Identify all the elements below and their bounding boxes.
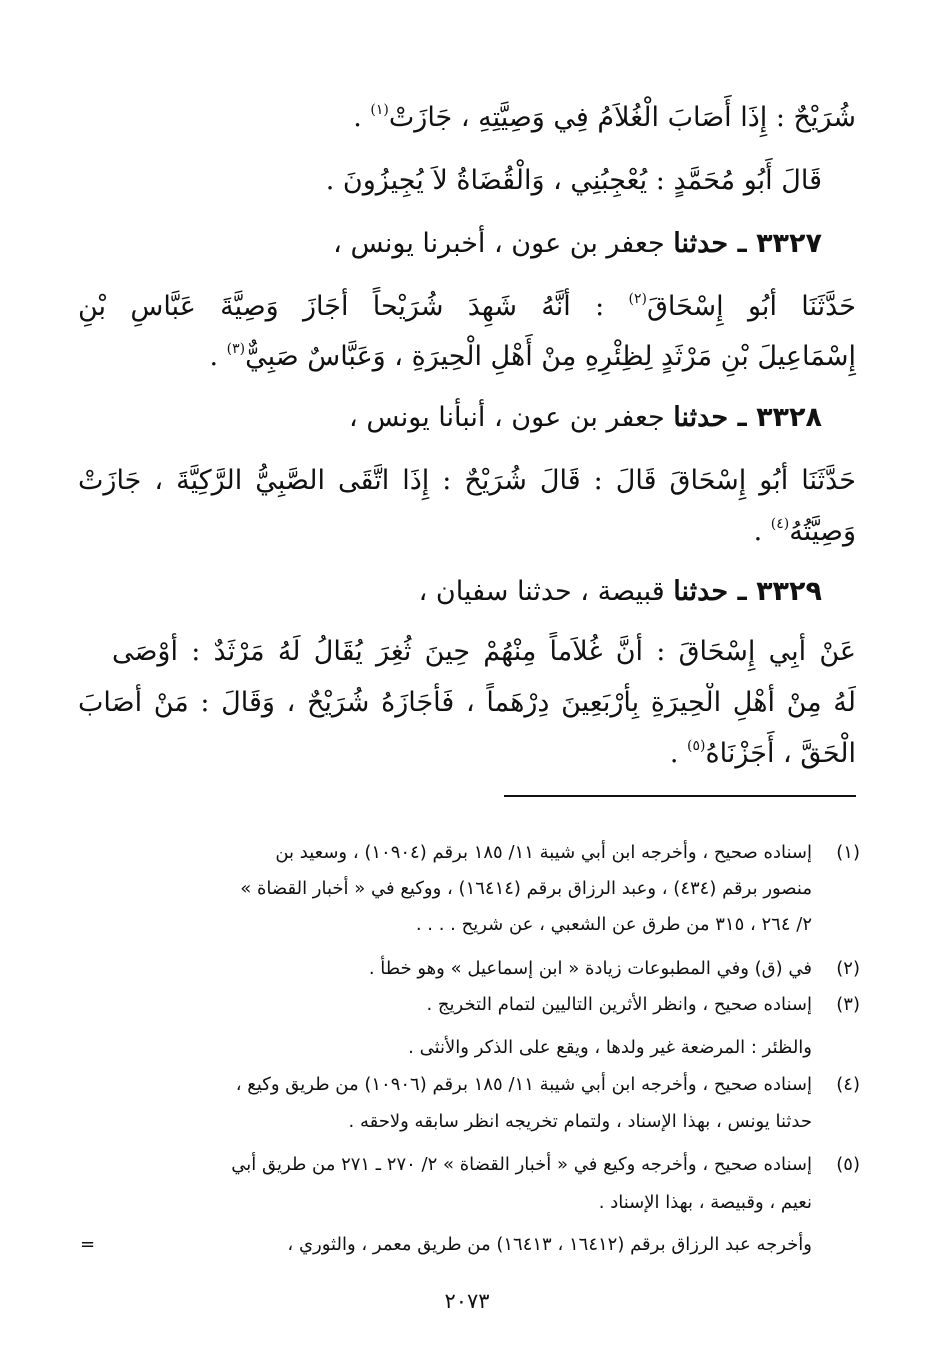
- text-line: [353, 98, 856, 138]
- text-segment: لَهُ مِنْ أَهْلِ الْحِيرَةِ بِأَرْبَعِينَ دِرْهَماً ، فَأَجَازَهُ شُرَيْحٌ ، وَقَالَ : مَنْ أَصَابَ: [78, 687, 856, 718]
- text-segment: شُرَيْحٌ : إِذَا أَصَابَ الْغُلاَمُ فِي وَصِيَّتِهِ ، جَازَتْ: [388, 102, 856, 133]
- text-segment: .: [353, 102, 371, 133]
- continuation-mark: =: [80, 1234, 96, 1255]
- footnote-line: حدثنا يونس ، بهذا الإسناد ، ولتمام تخريجه انظر سابقه ولاحقه .: [348, 1111, 812, 1132]
- footnote-number: (٢): [836, 958, 860, 979]
- footnote-line: ٢/ ٢٦٤ ، ٣١٥ من طرق عن الشعبي ، عن شريح . . . .: [415, 914, 812, 935]
- footnote-number: (١): [836, 842, 860, 863]
- text-segment: حَدَّثَنَا أَبُو إِسْحَاقَ قَالَ : قَالَ شُرَيْحٌ : إِذَا اتَّقَى الصَّبِيُّ الرَّكِيَّةَ ، جَازَتْ: [78, 465, 856, 496]
- text-segment: .: [669, 738, 687, 769]
- hadith-header-3329: [419, 572, 822, 612]
- footnote-ref: (٤): [770, 516, 790, 532]
- text-line: [326, 161, 822, 201]
- hadith-isnad: جعفر بن عون ، أنبأنا يونس ،: [349, 402, 674, 433]
- footnote-ref: (٣): [226, 341, 246, 357]
- text-line: [78, 287, 856, 327]
- text-line: [209, 337, 856, 377]
- hadith-header-3327: [333, 224, 822, 264]
- text-segment: .: [209, 341, 227, 372]
- footnote-line: منصور برقم (٤٣٤) ، وعبد الرزاق برقم (١٦٤١٤) ، ووكيع في « أخبار القضاة »: [240, 878, 812, 899]
- hadith-lead: حدثنا: [673, 402, 738, 433]
- footnote-line: إسناده صحيح ، وانظر الأثرين التاليين لتمام التخريج .: [426, 994, 812, 1015]
- hadith-number: ٣٣٢٨ ـ: [737, 402, 822, 433]
- footnote-line: والظئر : المرضعة غير ولدها ، ويقع على الذكر والأنثى .: [408, 1037, 812, 1058]
- text-segment: .: [753, 516, 771, 547]
- hadith-header-3328: [349, 398, 822, 438]
- footnote-separator: [504, 795, 856, 797]
- text-segment: إِسْمَاعِيلَ بْنِ مَرْثَدٍ لِظِئْرِهِ مِنْ أَهْلِ الْحِيرَةِ ، وَعَبَّاسٌ صَبِيٌّ: [245, 341, 856, 372]
- text-segment: قَالَ أَبُو مُحَمَّدٍ : يُعْجِبُنِي ، وَالْقُضَاةُ لاَ يُجِيزُونَ .: [325, 165, 822, 196]
- footnote-number: (٣): [836, 994, 860, 1015]
- text-line: [112, 632, 856, 672]
- hadith-number: ٣٣٢٩ ـ: [737, 576, 822, 607]
- text-line: [754, 512, 856, 552]
- text-segment: وَصِيَّتُهُ: [789, 516, 856, 547]
- hadith-isnad: جعفر بن عون ، أخبرنا يونس ،: [333, 228, 674, 259]
- text-line: [78, 461, 856, 501]
- text-segment: : أَنَّهُ شَهِدَ شُرَيْحاً أَجَازَ وَصِيَّةَ عَبَّاسِ بْنِ: [78, 291, 629, 322]
- text-line: [670, 734, 856, 774]
- footnote-line: إسناده صحيح ، وأخرجه وكيع في « أخبار القضاة » ٢/ ٢٧٠ ـ ٢٧١ من طريق أبي: [231, 1154, 812, 1175]
- footnote-line: وأخرجه عبد الرزاق برقم (١٦٤١٢ ، ١٦٤١٣) من طريق معمر ، والثوري ،: [287, 1234, 812, 1255]
- hadith-lead: حدثنا: [673, 576, 738, 607]
- hadith-lead: حدثنا: [673, 228, 738, 259]
- hadith-number: ٣٣٢٧ ـ: [737, 228, 822, 259]
- footnote-number: (٥): [836, 1154, 860, 1175]
- footnote-ref: (٥): [687, 738, 706, 754]
- hadith-isnad: قبيصة ، حدثنا سفيان ،: [418, 576, 674, 607]
- page-number: ٢٠٧٣: [444, 1289, 490, 1313]
- footnote-line: إسناده صحيح ، وأخرجه ابن أبي شيبة ١١/ ١٨٥ برقم (١٠٩٠٦) من طريق وكيع ،: [235, 1074, 812, 1095]
- text-segment: حَدَّثَنَا أَبُو إِسْحَاقَ: [646, 291, 856, 322]
- footnote-number: (٤): [836, 1074, 860, 1095]
- text-line: [78, 683, 856, 723]
- footnote-line: نعيم ، وقبيصة ، بهذا الإسناد .: [598, 1192, 812, 1213]
- text-segment: عَنْ أَبِي إِسْحَاقَ : أَنَّ غُلاَماً مِنْهُمْ حِينَ ثُغِرَ يُقَالُ لَهُ مَرْثَدٌ : أَوْصَى: [112, 636, 856, 667]
- footnote-ref: (٢): [628, 291, 647, 307]
- footnote-ref: (١): [370, 102, 389, 118]
- footnote-line: في (ق) وفي المطبوعات زيادة « ابن إسماعيل » وهو خطأ .: [368, 958, 812, 979]
- text-segment: الْحَقَّ ، أَجَزْنَاهُ: [705, 738, 856, 769]
- footnote-line: إسناده صحيح ، وأخرجه ابن أبي شيبة ١١/ ١٨٥ برقم (١٠٩٠٤) ، وسعيد بن: [275, 842, 812, 863]
